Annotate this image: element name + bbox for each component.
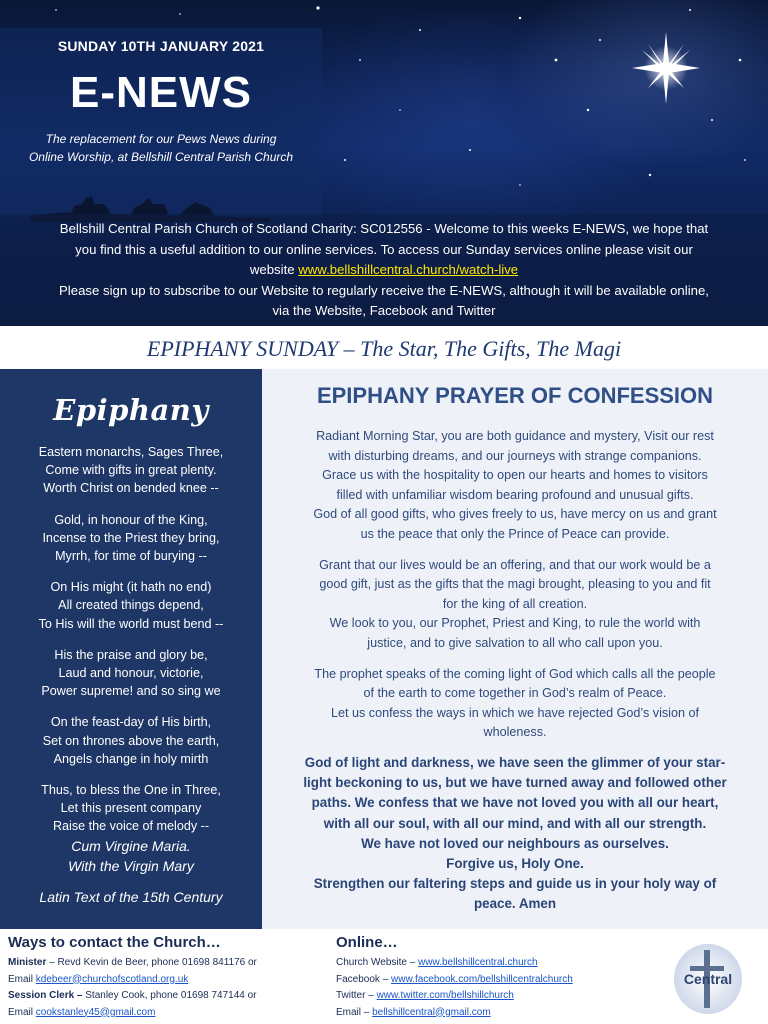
poem-stanza <box>0 713 262 768</box>
email-label: Email <box>8 1006 36 1018</box>
online-heading: Online… <box>336 934 398 951</box>
prayer-line: Radiant Morning Star, you are both guidance and mystery, Visit our rest <box>316 429 714 443</box>
twitter-link[interactable]: www.twitter.com/bellshillchurch <box>376 990 514 1001</box>
twitter-label: Twitter – <box>336 990 377 1001</box>
epiphany-sunday-heading: EPIPHANY SUNDAY – The Star, The Gifts, The Magi <box>146 336 622 361</box>
website-line <box>336 955 666 972</box>
cross-logo-icon <box>672 942 744 1016</box>
poem-line: Angels change in holy mirth <box>53 751 209 766</box>
logo-text: Central <box>683 971 733 987</box>
welcome-notice <box>0 214 768 326</box>
clerk-line <box>8 988 328 1005</box>
twitter-line <box>336 988 666 1005</box>
minister-line <box>8 955 328 972</box>
confession-line: paths. We confess that we have not loved you with all our heart, <box>311 795 719 811</box>
contact-section <box>8 934 328 1021</box>
confession-response <box>270 753 760 915</box>
clerk-label: Session Clerk – <box>8 990 83 1001</box>
prayer-line: us the peace that only the Prince of Peace can provide. <box>360 526 670 541</box>
prayer-line: for the king of all creation. <box>442 596 588 611</box>
poem-stanza <box>0 443 262 498</box>
prayer-line: filled with unfamiliar wisdom bearing profound and unusual gifts. <box>336 487 694 502</box>
poem-line: Myrrh, for time of burying -- <box>55 549 207 564</box>
prayer-line: wholeness. <box>483 725 547 740</box>
clerk-email-link[interactable]: cookstanley45@gmail.com <box>35 1006 156 1018</box>
poem-line: His the praise and glory be, <box>54 647 208 662</box>
poem-line: Incense to the Priest they bring, <box>42 530 220 545</box>
prayer-line: Grace us with the hospitality to open our hearts and homes to visitors <box>322 468 708 483</box>
prayer-line: Let us confess the ways in which we have rejected God’s vision of <box>331 705 699 720</box>
confession-line: Forgive us, Holy One. <box>446 856 584 872</box>
contact-heading: Ways to contact the Church… <box>8 934 221 951</box>
epiphany-poem-panel <box>0 369 262 929</box>
poem-line: Gold, in honour of the King, <box>54 512 208 527</box>
email-line <box>336 1005 666 1022</box>
poem-line: All created things depend, <box>58 598 204 613</box>
watch-live-link[interactable]: www.bellshillcentral.church/watch-live <box>298 262 519 277</box>
prayer-line: We look to you, our Prophet, Priest and King, to rule the world with <box>329 616 701 631</box>
confession-line: We have not loved our neighbours as ourselves. <box>361 835 669 851</box>
notice-line: you find this a useful addition to our online services. To access our Sunday services online please visit our <box>75 241 693 257</box>
poem-line: To His will the world must bend -- <box>38 616 224 631</box>
facebook-label: Facebook – <box>336 973 392 985</box>
poem-body <box>0 443 262 889</box>
poem-line: On the feast-day of His birth, <box>50 715 212 730</box>
subtitle-line: Online Worship, at Bellshill Central Parish Church <box>28 150 294 164</box>
notice-line <box>6 260 762 281</box>
prayer-paragraph <box>272 427 758 545</box>
header-banner <box>0 0 768 326</box>
confession-line: Strengthen our faltering steps and guide us in your holy way of <box>313 876 717 892</box>
prayer-line: good gift, just as the gifts that the magi brought, pleasing to you and fit <box>319 577 711 592</box>
prayer-line: The prophet speaks of the coming light of God which calls all the people <box>314 666 716 681</box>
facebook-link[interactable]: www.facebook.com/bellshillcentralchurch <box>391 973 573 985</box>
email-label: Email – <box>336 1006 373 1018</box>
website-label: Church Website – <box>336 957 419 968</box>
email-label: Email <box>8 973 36 985</box>
poem-source-note: Latin Text of the 15th Century <box>39 889 223 905</box>
poem-line: Eastern monarchs, Sages Three, <box>38 445 224 459</box>
poem-line: Power supreme! and so sing we <box>41 684 221 699</box>
prayer-title: EPIPHANY PRAYER OF CONFESSION <box>316 383 714 408</box>
star-of-bethlehem-icon <box>628 30 704 106</box>
poem-stanza <box>0 578 262 633</box>
poem-translation-line: With the Virgin Mary <box>68 857 194 874</box>
poem-line: Let this present company <box>60 801 202 816</box>
newsletter-title: E-NEWS <box>70 68 252 117</box>
notice-line: Bellshill Central Parish Church of Scotland Charity: SC012556 - Welcome to this weeks E-NEWS, we hope that <box>59 221 709 236</box>
prayer-body <box>272 427 758 754</box>
poem-stanza <box>0 646 262 701</box>
poem-latin-line: Cum Virgine Maria. <box>71 837 191 854</box>
notice-line: Please sign up to subscribe to our Website to regularly receive the E-NEWS, although it will be available online, <box>59 282 709 298</box>
confession-line: peace. Amen <box>473 896 557 912</box>
poem-line: Laud and honour, victorie, <box>58 666 204 681</box>
minister-email-link[interactable]: kdebeer@churchofscotland.org.uk <box>35 973 189 985</box>
notice-text: website <box>249 262 299 277</box>
poem-line: Raise the voice of melody -- <box>52 819 210 834</box>
prayer-paragraph <box>272 556 758 654</box>
prayer-line: of the earth to come together in God’s realm of Peace. <box>363 686 667 701</box>
prayer-line: Grant that our lives would be an offering, and that our work would be a <box>319 557 711 572</box>
minister-email-line <box>8 972 328 989</box>
minister-details: – Revd Kevin de Beer, phone 01698 841176 or <box>46 957 257 968</box>
prayer-line: God of all good gifts, who gives freely to us, have mercy on us and grant <box>313 507 717 522</box>
poem-line: On His might (it hath no end) <box>50 580 212 595</box>
notice-line: via the Website, Facebook and Twitter <box>272 303 496 318</box>
facebook-line <box>336 972 666 989</box>
poem-line: Worth Christ on bended knee -- <box>43 481 219 496</box>
poem-stanza <box>0 781 262 876</box>
prayer-paragraph <box>272 665 758 743</box>
confession-line: with all our soul, with all our mind, and with all our strength. <box>323 815 707 831</box>
newsletter-subtitle <box>12 130 310 166</box>
confession-line: light beckoning to us, but we have turned away and followed other <box>303 775 727 791</box>
church-email-link[interactable]: bellshillcentral@gmail.com <box>372 1006 491 1018</box>
website-link[interactable]: www.bellshillcentral.church <box>418 957 538 968</box>
prayer-line: justice, and to give salvation to all who call upon you. <box>367 635 663 650</box>
poem-title: Epiphany <box>53 393 209 427</box>
poem-line: Come with gifts in great plenty. <box>45 463 217 478</box>
clerk-email-line <box>8 1005 328 1022</box>
prayer-line: with disturbing dreams, and our journeys with strange companions. <box>328 448 702 463</box>
prayer-of-confession-panel <box>262 369 768 929</box>
poem-line: Set on thrones above the earth, <box>42 733 220 748</box>
clerk-details: Stanley Cook, phone 01698 747144 or <box>82 990 257 1001</box>
issue-date: SUNDAY 10TH JANUARY 2021 <box>57 38 265 54</box>
confession-line: God of light and darkness, we have seen the glimmer of your star- <box>304 755 726 770</box>
subtitle-line: The replacement for our Pews News during <box>45 132 277 146</box>
minister-label: Minister <box>8 957 47 968</box>
online-section <box>336 934 666 1021</box>
poem-line: Thus, to bless the One in Three, <box>41 783 221 798</box>
poem-stanza <box>0 511 262 566</box>
